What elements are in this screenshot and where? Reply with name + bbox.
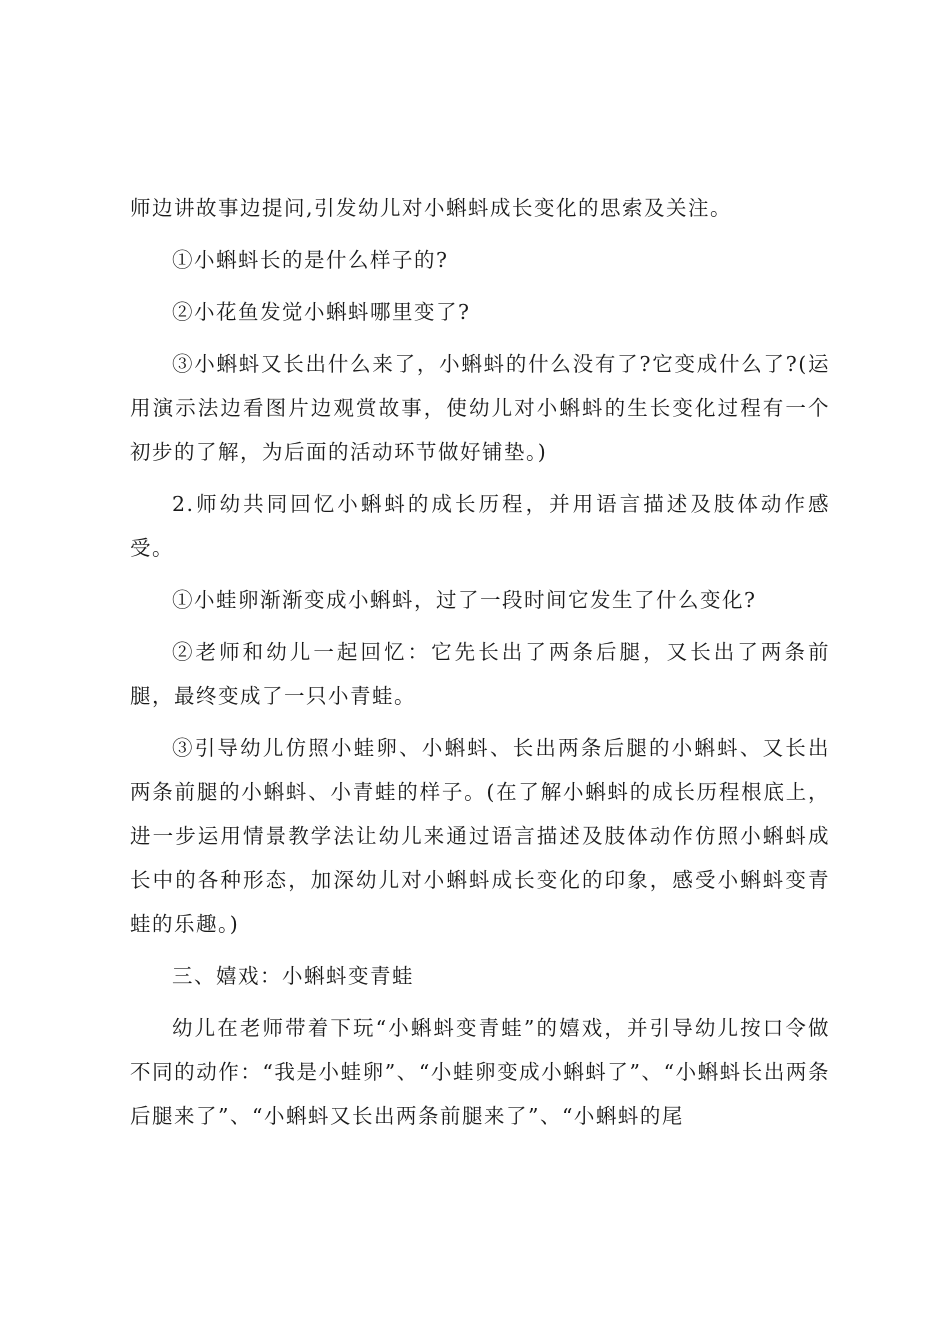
- game-description: 幼儿在老师带着下玩“小蝌蚪变青蛙”的嬉戏，并引导幼儿按口令做不同的动作：“我是小蛙卵”、“小蛙卵变成小蝌蚪了”、“小蝌蚪长出两条后腿来了”、“小蝌蚪又长出两条前腿来了”、“小蝌蚪的尾: [130, 1016, 830, 1128]
- section-3-heading: 三、嬉戏：小蝌蚪变青蛙: [172, 964, 414, 988]
- step-3: ③引导幼儿仿照小蛙卵、小蝌蚪、长出两条后腿的小蝌蚪、又长出两条前腿的小蝌蚪、小青蛙的样子。(在了解小蝌蚪的成长历程根底上，进一步运用情景教学法让幼儿来通过语言描述及肢体动作仿照小蝌蚪成长中的各种形态，加深幼儿对小蝌蚪成长变化的印象，感受小蝌蚪变青蛙的乐趣。): [130, 736, 830, 936]
- question-2: ②小花鱼发觉小蝌蚪哪里变了?: [172, 300, 471, 324]
- question-1: ①小蝌蚪长的是什么样子的?: [172, 248, 449, 272]
- step-1: ①小蛙卵渐渐变成小蝌蚪，过了一段时间它发生了什么变化?: [172, 588, 757, 612]
- step-2: ②老师和幼儿一起回忆：它先长出了两条后腿，又长出了两条前腿，最终变成了一只小青蛙。: [130, 640, 830, 708]
- document-body: [130, 186, 830, 1146]
- question-3: ③小蝌蚪又长出什么来了，小蝌蚪的什么没有了?它变成什么了?(运用演示法边看图片边观赏故事，使幼儿对小蝌蚪的生长变化过程有一个初步的了解，为后面的活动环节做好铺垫。): [130, 352, 830, 464]
- paragraph-intro: 师边讲故事边提问,引发幼儿对小蝌蚪成长变化的思索及关注。: [130, 196, 733, 220]
- section-2-heading: 2.师幼共同回忆小蝌蚪的成长历程，并用语言描述及肢体动作感受。: [130, 492, 830, 560]
